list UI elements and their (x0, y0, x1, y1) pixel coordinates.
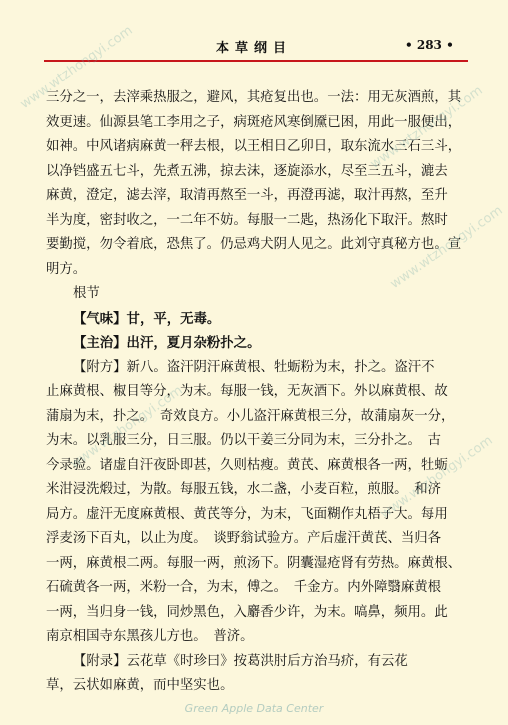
text-line: 麻黄，澄定，滤去滓，取清再熬至一斗，再澄再滤，取汁再熬，至升 (46, 188, 448, 203)
text-line: 效更速。仙源县笔工李用之子，病斑疮风寒倒黡已困，用此一服便出， (46, 114, 462, 130)
text-line: 局方。虚汗无度麻黄根、黄芪等分，为末，飞面糊作丸梧子大。每用 (46, 506, 448, 522)
text-line: 一两，麻黄根二两。每服一两，煎汤下。阴囊湿疮肾有劳热。麻黄根、 (46, 555, 462, 571)
text-line: 以净铛盛五七斗，先煮五沸，掠去沫，逐旋添水，尽至三五斗，漉去 (46, 163, 448, 179)
page-number: • 283 • (405, 38, 454, 52)
text-line: 蒲扇为末，扑之。 奇效良方。小儿盗汗麻黄根三分，故蒲扇灰一分， (46, 408, 455, 424)
watermark-text: www.wtzhongyi.com (17, 23, 136, 112)
watermark-text: www.wtzhongyi.com (377, 433, 496, 522)
text-line: 半为度，密封收之，一二年不妨。每服一二匙，热汤化下取汗。熬时 (46, 212, 448, 228)
text-line: 浮麦汤下百丸，以止为度。 谈野翁试验方。产后虚汗黄芪、当归各 (46, 531, 442, 546)
text-line: 为末。以乳服三分，日三服。仍以干姜三分同为末，三分扑之。 古 (46, 433, 442, 448)
watermark-text: www.wtzhongyi.com (367, 83, 486, 172)
text-line: 今录验。诸虚自汗夜卧即甚，久则枯瘦。黄芪、麻黄根各一两，牡蛎 (46, 457, 448, 473)
text-line: 米泔浸洗煅过，为散。每服五钱，水二盏，小麦百粒，煎服。 和济 (46, 482, 442, 497)
text-line: 【主治】出汗，夏月杂粉扑之。 (73, 335, 261, 351)
text-line: 石硫黄各一两，米粉一合，为末，傅之。 千金方。内外障翳麻黄根 (46, 580, 442, 595)
text-line: 【附方】新八。盗汗阴汗麻黄根、牡蛎粉为末，扑之。盗汗不 (73, 359, 435, 375)
text-line: 南京相国寺东黑孩儿方也。 普济。 (46, 629, 254, 644)
watermark-text: www.wtzhongyi.com (387, 203, 506, 292)
text-line: 一两，当归身一钱，同炒黑色，入麝香少许，为末。嗃鼻，频用。此 (46, 604, 448, 620)
section-heading: 根节 (73, 286, 100, 301)
text-line: 明方。 (46, 261, 87, 277)
text-line: 【附录】云花草《时珍曰》按葛洪肘后方治马疥，有云花 (73, 653, 408, 669)
header-rule (44, 60, 468, 62)
running-head-title: 本草纲目 (215, 41, 292, 56)
footer-watermark: Green Apple Data Center (184, 702, 324, 715)
text-line: 三分之一，去滓乘热服之，避风，其疮复出也。一法：用无灰酒煎，其 (46, 90, 462, 105)
text-line: 【气味】甘，平，无毒。 (73, 310, 221, 327)
text-line: 如神。中风诸病麻黄一秤去根，以王相日乙卯日，取东流水三石三斗， (46, 139, 462, 154)
text-line: 草，云状如麻黄，而中坚实也。 (46, 678, 234, 693)
body-text (46, 86, 466, 699)
watermark-text: www.wtzhongyi.com (67, 383, 186, 472)
text-line: 要勤搅，勿令着底，恐焦了。仍忌鸡犬阴人见之。此刘守真秘方也。宣 (46, 237, 462, 252)
text-line: 止麻黄根、椒目等分，为末。每服一钱，无灰酒下。外以麻黄根、故 (46, 384, 448, 399)
